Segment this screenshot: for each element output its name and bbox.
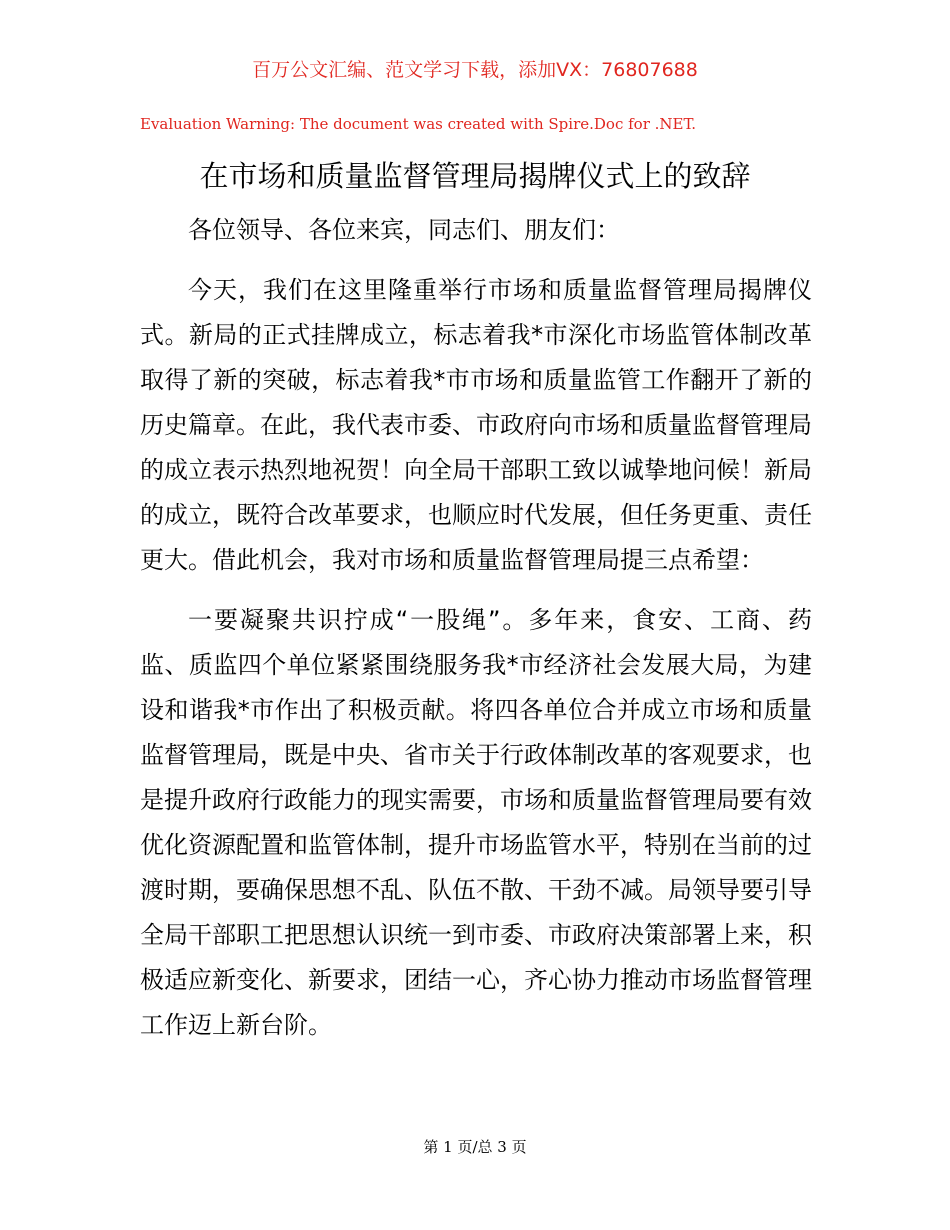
evaluation-warning: Evaluation Warning: The document was created with Spire.Doc for .NET. [140,115,697,133]
document-body [140,208,812,1063]
header-banner: 百万公文汇编、范文学习下载，添加VX：76807688 [252,59,698,81]
first-hope-paragraph: 一要凝聚共识拧成“一股绳”。多年来，食安、工商、药监、质监四个单位紧紧围绕服务我*市经济社会发展大局，为建设和谐我*市作出了积极贡献。将四各单位合并成立市场和质量监督管理局，既是中央、省市关于行政体制改革的客观要求，也是提升政府行政能力的现实需要，市场和质量监督管理局要有效优化资源配置和监管体制，提升市场监管水平，特别在当前的过渡时期，要确保思想不乱、队伍不散、干劲不减。局领导要引导全局干部职工把思想认识统一到市委、市政府决策部署上来，积极适应新变化、新要求，团结一心，齐心协力推动市场监督管理工作迈上新台阶。 [140,606,812,1039]
document-title: 在市场和质量监督管理局揭牌仪式上的致辞 [199,159,751,193]
page-indicator: 第 1 页/总 3 页 [423,1138,527,1156]
opening-paragraph: 今天，我们在这里隆重举行市场和质量监督管理局揭牌仪式。新局的正式挂牌成立，标志着我*市深化市场监管体制改革取得了新的突破，标志着我*市市场和质量监管工作翻开了新的历史篇章。在此，我代表市委、市政府向市场和质量监督管理局的成立表示热烈地祝贺！向全局干部职工致以诚挚地问候！新局的成立，既符合改革要求，也顺应时代发展，但任务更重、责任更大。借此机会，我对市场和质量监督管理局提三点希望： [140,276,812,574]
salutation-paragraph: 各位领导、各位来宾，同志们、朋友们： [188,216,620,244]
